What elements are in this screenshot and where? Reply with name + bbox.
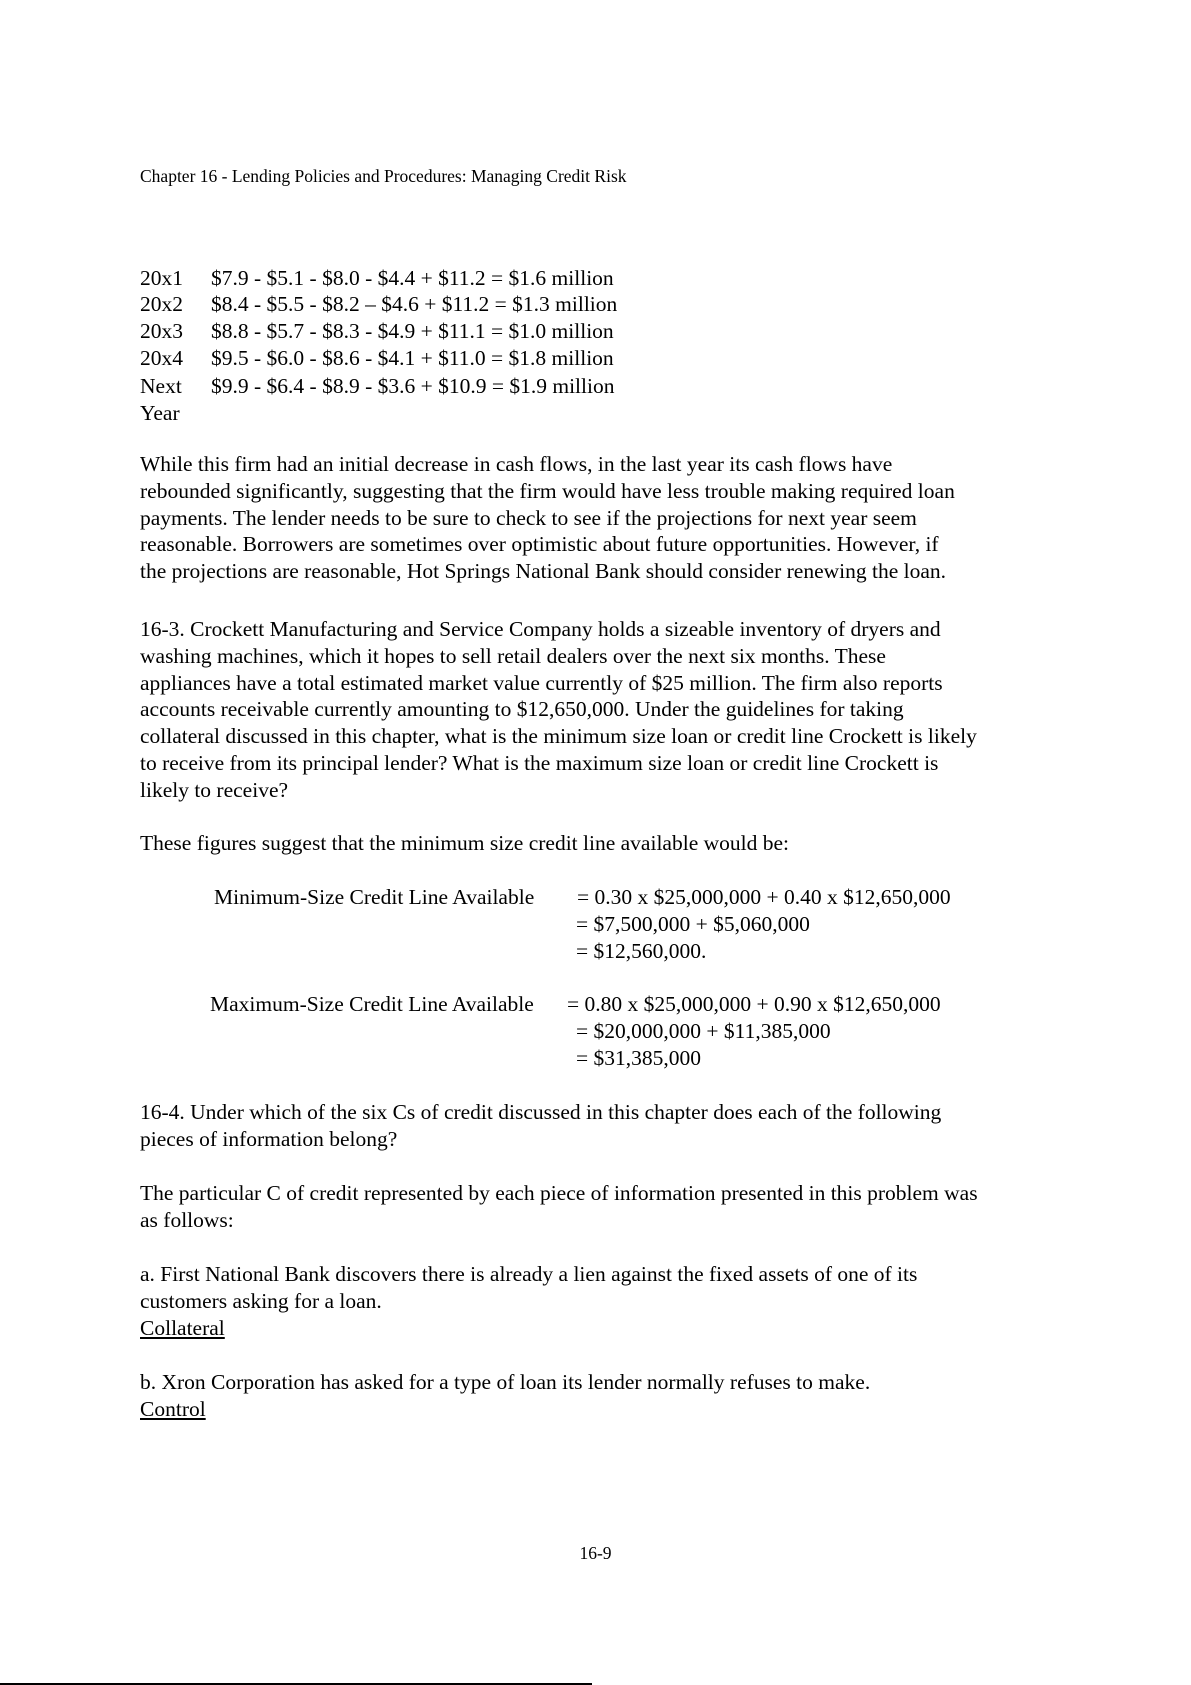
text-line: accounts receivable currently amounting to $12,650,000. Under the guidelines for taking xyxy=(140,697,904,722)
text-line: to receive from its principal lender? What is the maximum size loan or credit line Crockett is xyxy=(140,750,939,775)
text-line: appliances have a total estimated market value currently of $25 million. The firm also reports xyxy=(140,670,943,695)
problem-16-4-item-b xyxy=(140,1369,1060,1423)
maximum-equation-line: = $31,385,000 xyxy=(576,1046,702,1070)
problem-16-4-question xyxy=(140,1099,1060,1153)
text-line: The particular C of credit represented by each piece of information presented in this problem was xyxy=(140,1181,978,1205)
text-line: payments. The lender needs to be sure to check to see if the projections for next year seem xyxy=(140,505,917,530)
cash-flow-year: Next xyxy=(140,374,182,398)
minimum-equation-line: = $7,500,000 + $5,060,000 xyxy=(576,912,810,936)
text-line: reasonable. Borrowers are sometimes over optimistic about future opportunities. However, if xyxy=(140,532,939,557)
cash-flow-year: Year xyxy=(140,401,180,425)
text-line: customers asking for a loan. xyxy=(140,1288,382,1313)
problem-16-4-answer-intro xyxy=(140,1180,1060,1234)
text-line: washing machines, which it hopes to sell retail dealers over the next six months. These xyxy=(140,643,886,668)
text-line: collateral discussed in this chapter, what is the minimum size loan or credit line Crockett is likely xyxy=(140,724,977,749)
text-line: as follows: xyxy=(140,1207,234,1232)
maximum-equation-line: = $20,000,000 + $11,385,000 xyxy=(576,1019,831,1043)
maximum-equation-line: = 0.80 x $25,000,000 + 0.90 x $12,650,000 xyxy=(567,992,941,1016)
cash-flow-calc: $8.4 - $5.5 - $8.2 – $4.6 + $11.2 = $1.3 million xyxy=(211,292,618,316)
text-line: rebounded significantly, suggesting that the firm would have less trouble making required loan xyxy=(140,478,955,503)
text-line: pieces of information belong? xyxy=(140,1126,398,1151)
analysis-paragraph xyxy=(140,451,1060,585)
text-line: a. First National Bank discovers there is already a lien against the fixed assets of one of its xyxy=(140,1262,918,1286)
cash-flow-calc: $7.9 - $5.1 - $8.0 - $4.4 + $11.2 = $1.6 million xyxy=(211,266,614,290)
cash-flow-year: 20x3 xyxy=(140,319,183,343)
cash-flow-calc: $9.5 - $6.0 - $8.6 - $4.1 + $11.0 = $1.8 million xyxy=(211,346,614,370)
minimum-equation-line: = $12,560,000. xyxy=(576,939,707,963)
page-number: 16-9 xyxy=(579,1543,612,1563)
cash-flow-year: 20x2 xyxy=(140,292,183,316)
problem-16-3-answer-intro: These figures suggest that the minimum size credit line available would be: xyxy=(140,831,789,855)
problem-16-4-item-a xyxy=(140,1261,1060,1341)
minimum-credit-line-label: Minimum-Size Credit Line Available xyxy=(214,885,535,909)
item-b-answer: Control xyxy=(140,1396,206,1421)
cash-flow-year: 20x1 xyxy=(140,266,183,290)
cash-flow-calc: $8.8 - $5.7 - $8.3 - $4.9 + $11.1 = $1.0 million xyxy=(211,319,614,343)
cash-flow-year: 20x4 xyxy=(140,346,183,370)
cash-flow-calc: $9.9 - $6.4 - $8.9 - $3.6 + $10.9 = $1.9 million xyxy=(211,374,615,398)
maximum-credit-line-label: Maximum-Size Credit Line Available xyxy=(210,992,534,1016)
running-header: Chapter 16 - Lending Policies and Procedures: Managing Credit Risk xyxy=(140,166,627,186)
text-line: 16-3. Crockett Manufacturing and Service Company holds a sizeable inventory of dryers and xyxy=(140,617,941,641)
text-line: the projections are reasonable, Hot Springs National Bank should consider renewing the loan. xyxy=(140,559,947,584)
text-line: b. Xron Corporation has asked for a type of loan its lender normally refuses to make. xyxy=(140,1370,871,1394)
text-line: While this firm had an initial decrease in cash flows, in the last year its cash flows have xyxy=(140,452,893,476)
text-line: likely to receive? xyxy=(140,777,289,802)
minimum-equation-line: = 0.30 x $25,000,000 + 0.40 x $12,650,000 xyxy=(577,885,951,909)
problem-16-3-question xyxy=(140,616,1060,804)
item-a-answer: Collateral xyxy=(140,1315,225,1340)
text-line: 16-4. Under which of the six Cs of credit discussed in this chapter does each of the following xyxy=(140,1100,942,1124)
